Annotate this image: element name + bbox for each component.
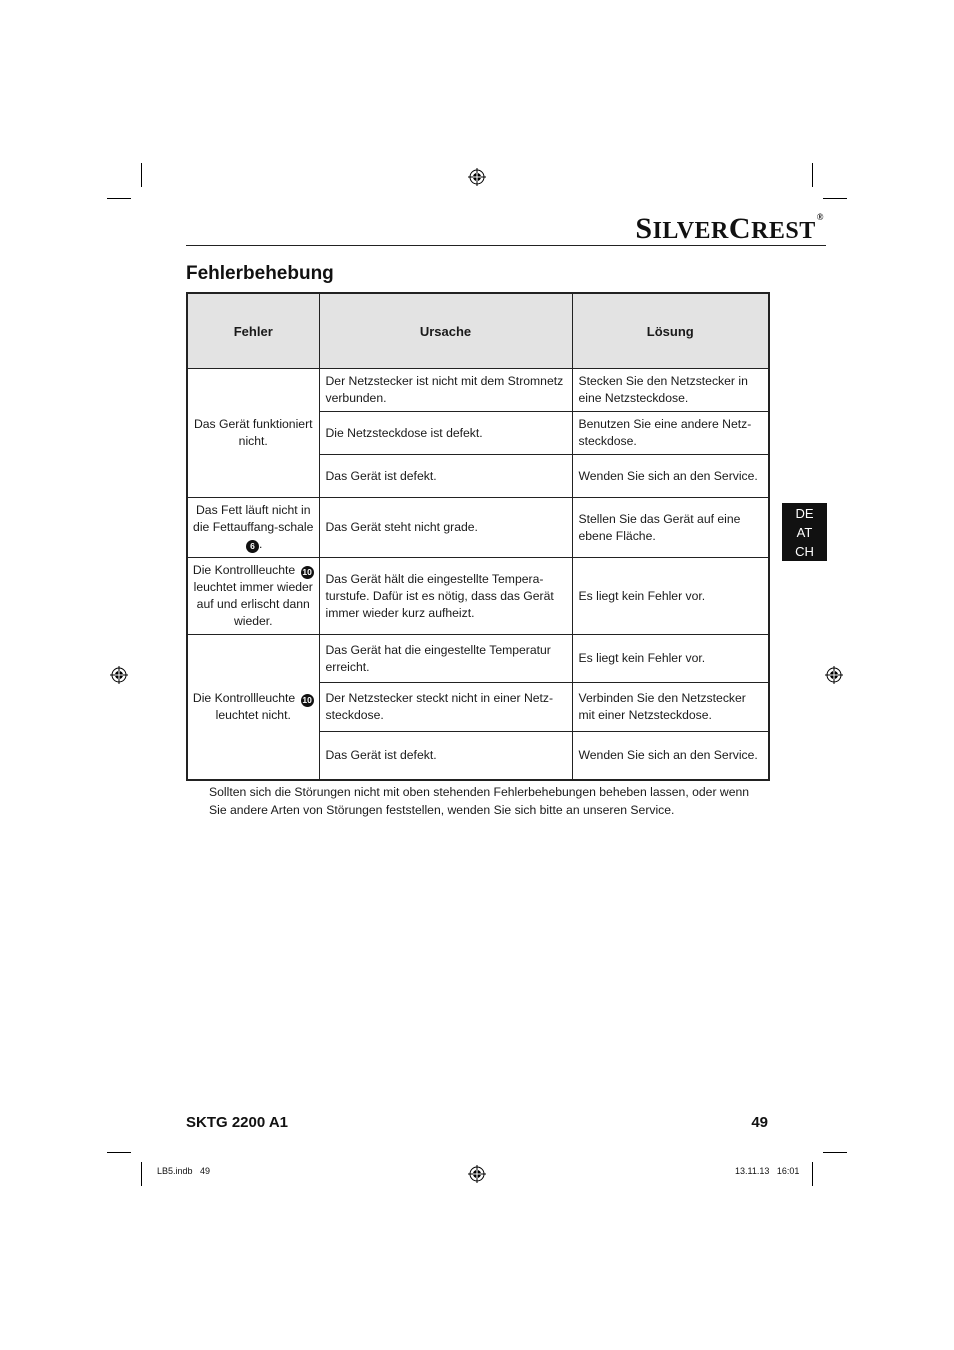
footnote: Sollten sich die Störungen nicht mit oben stehenden Fehlerbehebungen beheben lassen, oder wenn Sie andere Arten von Störungen feststellen, wenden Sie sich bitte an unseren Service. xyxy=(209,785,750,817)
crop-mark xyxy=(823,1152,847,1153)
fault-cell: Das Gerät funktioniert nicht. xyxy=(187,369,319,498)
registration-mark-icon xyxy=(110,666,128,684)
crop-mark xyxy=(812,1162,813,1186)
cause-cell: Das Gerät ist defekt. xyxy=(319,455,572,498)
registration-mark-icon xyxy=(468,168,486,186)
cause-cell: Das Gerät ist defekt. xyxy=(319,732,572,780)
solution-cell: Stecken Sie den Netzstecker in eine Netzsteckdose. xyxy=(572,369,769,412)
solution-cell: Benutzen Sie eine andere Netz-steckdose. xyxy=(572,412,769,455)
fault-prefix: Die Kontrollleuchte xyxy=(192,690,296,705)
fault-cell xyxy=(187,635,319,780)
troubleshooting-table xyxy=(186,292,770,781)
solution-cell: Verbinden Sie den Netzstecker mit einer Netzsteckdose. xyxy=(572,683,769,732)
part-number-badge-icon: 6 xyxy=(246,540,259,553)
solution-cell: Es liegt kein Fehler vor. xyxy=(572,635,769,683)
cause-cell: Die Netzsteckdose ist defekt. xyxy=(319,412,572,455)
language-tab xyxy=(782,503,827,561)
solution-cell: Wenden Sie sich an den Service. xyxy=(572,455,769,498)
crop-mark xyxy=(141,1162,142,1186)
crop-mark xyxy=(107,1152,131,1153)
slug-file: LB5.indb 49 xyxy=(157,1166,211,1176)
fault-cell xyxy=(187,498,319,558)
column-header-cause: Ursache xyxy=(319,293,572,369)
model-number: SKTG 2200 A1 xyxy=(186,1114,288,1131)
brand-logo: SILVERCREST® xyxy=(635,212,824,245)
fault-text: leuchtet nicht. xyxy=(215,707,291,722)
language-code: AT xyxy=(796,524,813,540)
table-row xyxy=(187,369,769,412)
cause-cell: Der Netzstecker steckt nicht in einer Netz-steckdose. xyxy=(319,683,572,732)
crop-mark xyxy=(107,198,131,199)
slug-timestamp: 13.11.13 16:01 xyxy=(735,1166,800,1176)
column-header-fault: Fehler xyxy=(187,293,319,369)
crop-mark xyxy=(812,163,813,187)
crop-mark xyxy=(141,163,142,187)
fault-prefix: Die Kontrollleuchte xyxy=(192,563,296,577)
fault-text: leuchtet immer wieder auf und erlischt dann wieder. xyxy=(193,580,313,628)
part-number-badge-icon: 10 xyxy=(302,567,312,577)
table-row xyxy=(187,558,769,635)
part-number-badge-icon: 10 xyxy=(302,694,312,705)
crop-mark xyxy=(823,198,847,199)
registration-mark-icon xyxy=(825,666,843,684)
column-header-solution: Lösung xyxy=(572,293,769,369)
cause-cell: Das Gerät steht nicht grade. xyxy=(319,498,572,558)
fault-cell xyxy=(187,558,319,635)
table-header-row xyxy=(187,293,769,369)
fault-text: Das Fett läuft nicht in die Fettauffang-schale xyxy=(193,503,314,534)
cause-cell: Das Gerät hat die eingestellte Temperatur erreicht. xyxy=(319,635,572,683)
page-title: Fehlerbehebung xyxy=(186,263,334,284)
page-number: 49 xyxy=(751,1114,768,1131)
solution-cell: Stellen Sie das Gerät auf eine ebene Fläche. xyxy=(572,498,769,558)
language-code: DE xyxy=(795,505,814,521)
cause-cell: Das Gerät hält die eingestellte Tempera-turstufe. Dafür ist es nötig, dass das Gerät immer wieder kurz aufheizt. xyxy=(319,558,572,635)
table-row xyxy=(187,635,769,683)
table-row xyxy=(187,498,769,558)
cause-cell: Der Netzstecker ist nicht mit dem Stromnetz verbunden. xyxy=(319,369,572,412)
solution-cell: Wenden Sie sich an den Service. xyxy=(572,732,769,780)
solution-cell: Es liegt kein Fehler vor. xyxy=(572,558,769,635)
language-code: CH xyxy=(795,543,814,559)
registration-mark-icon xyxy=(468,1165,486,1183)
fault-suffix: . xyxy=(259,537,263,551)
header-rule xyxy=(186,245,826,246)
